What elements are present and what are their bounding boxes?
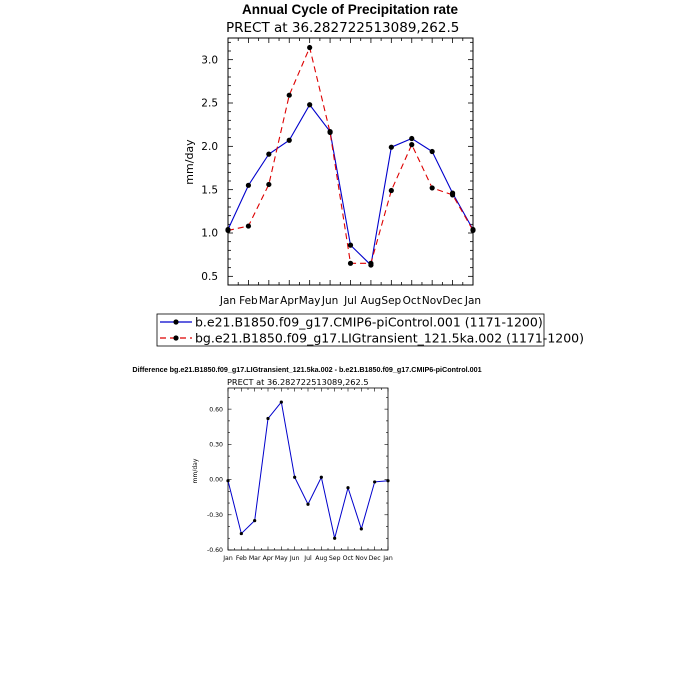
chart1-series-0-point: [307, 102, 312, 107]
chart1-series-1-point: [327, 130, 332, 135]
chart2-series-0-point: [226, 479, 229, 482]
chart1-series-1-point: [225, 228, 230, 233]
chart1-x-tick-label: Jan: [219, 295, 237, 307]
chart1-x-tick-label: Nov: [421, 295, 443, 307]
chart1-y-tick-label: 2.0: [201, 141, 218, 154]
chart1-legend: [157, 314, 584, 346]
chart1-series-0-point: [430, 149, 435, 154]
chart1-y-tick-label: 0.5: [201, 271, 218, 284]
chart2-x-tick-label: Feb: [235, 555, 247, 562]
chart2-frame: [228, 388, 388, 550]
chart2-y-tick-label: 0.00: [209, 476, 223, 484]
chart2-x-tick-label: Jun: [289, 555, 300, 562]
chart2-x-tick-label: Jan: [223, 555, 233, 562]
chart1-x-tick-label: Sep: [381, 295, 402, 307]
chart2-series-0-point: [333, 537, 336, 540]
chart2-series-0-point: [280, 400, 283, 403]
chart1-frame: [228, 38, 473, 285]
chart2-x-tick-label: Oct: [342, 555, 354, 562]
chart1-x-tick-label: Jan: [464, 295, 482, 307]
chart1-series-1-line: [228, 48, 473, 264]
chart1-plot-area: [201, 38, 481, 307]
chart2-series-0-point: [386, 479, 389, 482]
chart1-x-tick-label: May: [298, 295, 321, 307]
chart1-series-1-point: [307, 45, 312, 50]
chart2-x-tick-label: Aug: [315, 555, 328, 562]
chart2-series-0-point: [320, 476, 323, 479]
chart2-y-tick-label: 0.60: [209, 406, 223, 414]
chart1-subtitle: PRECT at 36.282722513089,262.5: [226, 20, 460, 36]
chart1-series-1-point: [266, 182, 271, 187]
chart2-series-0-line: [228, 402, 388, 538]
chart1-series-1-point: [287, 93, 292, 98]
chart1-y-axis-label: mm/day: [183, 139, 196, 185]
chart1-series-1-point: [409, 142, 414, 147]
chart2-x-tick-label: Mar: [248, 555, 261, 562]
chart1-series-1-point: [389, 188, 394, 193]
chart1-x-tick-label: Dec: [442, 295, 463, 307]
chart2-series-0-point: [373, 480, 376, 483]
chart2-series-0-point: [306, 503, 309, 506]
chart2-x-tick-label: May: [274, 555, 288, 562]
chart2-x-tick-label: Jan: [383, 555, 393, 562]
chart2-series-0-point: [266, 417, 269, 420]
chart1-x-tick-label: Aug: [360, 295, 382, 307]
chart2-series-0-point: [293, 476, 296, 479]
chart1-x-tick-label: Feb: [239, 295, 258, 307]
chart2-title: Difference bg.e21.B1850.f09_g17.LIGtransient_121.5ka.002 - b.e21.B1850.f09_g17.CMIP6-piControl.001: [132, 365, 482, 374]
chart1-x-tick-label: Oct: [402, 295, 421, 307]
chart1-y-tick-label: 3.0: [201, 54, 218, 67]
legend-label-LIGtransient: bg.e21.B1850.f09_g17.LIGtransient_121.5ka.002 (1171-1200): [195, 330, 585, 346]
chart1-y-tick-label: 2.5: [201, 97, 218, 110]
chart1-x-tick-label: Apr: [280, 295, 299, 307]
chart1-title: Annual Cycle of Precipitation rate: [241, 2, 459, 17]
legend-marker-LIGtransient: [173, 335, 178, 340]
chart2-x-tick-label: Apr: [262, 555, 274, 562]
legend-marker-piControl: [173, 319, 178, 324]
chart2-y-tick-label: 0.30: [209, 441, 223, 449]
chart2-x-tick-label: Nov: [355, 555, 368, 562]
chart1-series-1-point: [450, 192, 455, 197]
chart1-x-tick-label: Jun: [321, 295, 339, 307]
chart1-series-1-point: [470, 228, 475, 233]
chart1-series-0-point: [266, 152, 271, 157]
chart1-series-1-point: [368, 261, 373, 266]
chart1-series-1-point: [246, 223, 251, 228]
chart1-series-0-point: [389, 145, 394, 150]
chart2-x-tick-label: Jul: [304, 555, 312, 562]
chart1-y-tick-label: 1.0: [201, 227, 218, 240]
chart2-series-0-point: [360, 527, 363, 530]
chart1-series-0-point: [246, 183, 251, 188]
chart2-series-0-point: [240, 532, 243, 535]
chart2-y-axis-label: mm/day: [192, 458, 199, 484]
chart1-x-tick-label: Mar: [258, 295, 279, 307]
chart2-series-0-point: [253, 519, 256, 522]
chart2-x-tick-label: Sep: [328, 555, 341, 562]
chart1-series-1-point: [430, 185, 435, 190]
legend-label-piControl: b.e21.B1850.f09_g17.CMIP6-piControl.001 (1171-1200): [195, 314, 543, 330]
chart1-series-1-point: [348, 261, 353, 266]
chart2-x-tick-label: Dec: [368, 555, 381, 562]
chart2-plot-area: [207, 388, 393, 562]
chart1-series-0-point: [287, 138, 292, 143]
chart2-y-tick-label: -0.60: [206, 547, 223, 555]
chart1-series-0-line: [228, 105, 473, 265]
chart2-y-tick-label: -0.30: [206, 511, 223, 519]
chart2-subtitle: PRECT at 36.282722513089,262.5: [227, 377, 369, 387]
chart1-series-0-point: [348, 243, 353, 248]
chart1-series-0-point: [409, 136, 414, 141]
chart1-x-tick-label: Jul: [344, 295, 357, 307]
chart2-series-0-point: [346, 486, 349, 489]
chart1-y-tick-label: 1.5: [201, 184, 218, 197]
